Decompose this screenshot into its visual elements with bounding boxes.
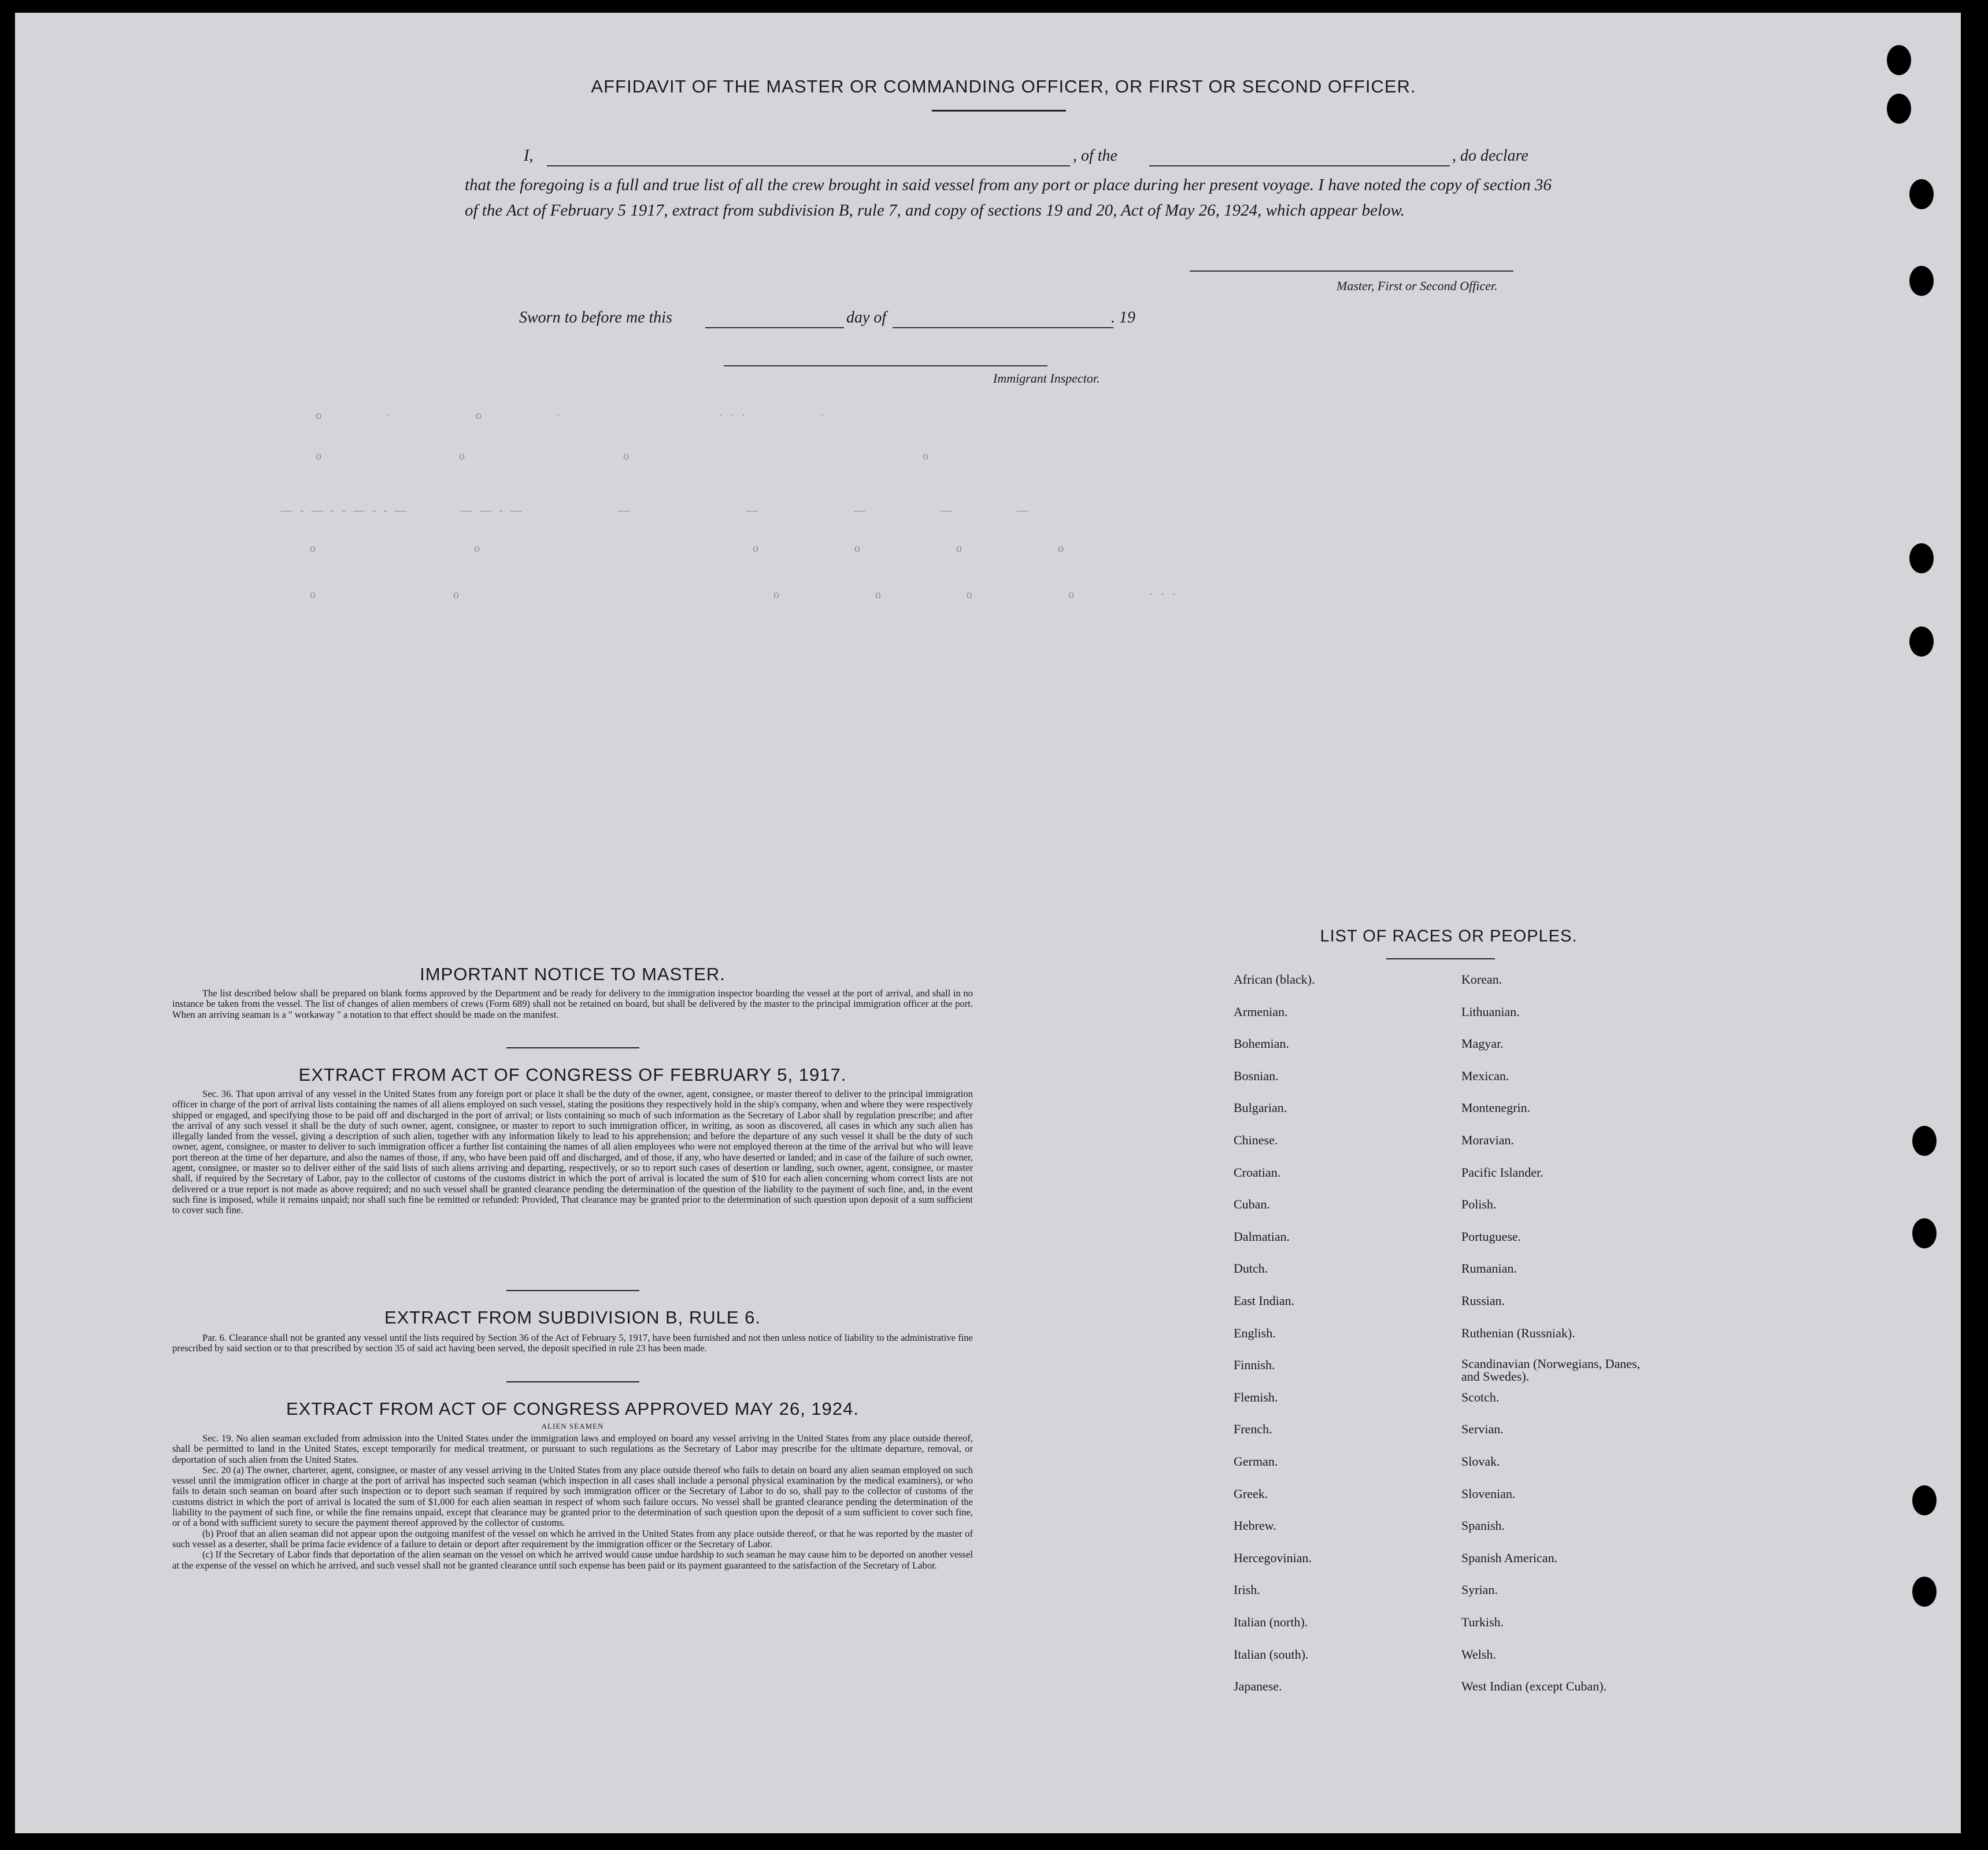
sworn-month-blank[interactable] (893, 327, 1113, 328)
section-rule (506, 1381, 639, 1382)
race-item: Bosnian. (1234, 1068, 1279, 1083)
race-item: Scandinavian (Norwegians, Danes, and Swedes). (1461, 1356, 1641, 1384)
notice-title: IMPORTANT NOTICE TO MASTER. (420, 964, 725, 984)
race-item: Flemish. (1234, 1389, 1278, 1404)
race-item: Russian. (1461, 1293, 1505, 1308)
master-signature-blank[interactable] (1190, 270, 1513, 272)
inspector-caption: Immigrant Inspector. (993, 371, 1100, 385)
binder-hole (1887, 94, 1911, 124)
master-signature-caption: Master, First or Second Officer. (1337, 279, 1498, 293)
race-item: Dutch. (1234, 1261, 1268, 1276)
race-item: Slovenian. (1461, 1486, 1516, 1501)
bleed-through-row: — - — - - — - - — — — - — — — — — — (281, 504, 1031, 517)
binder-hole (1909, 179, 1934, 209)
binder-hole (1909, 626, 1934, 657)
extract-1924-paragraph: (b) Proof that an alien seaman did not appear upon the outgoing manifest of the vessel on which he arrived in the United States from any place outside thereof, or that he was reported by the master of such vessel as a deserter, shall be prima facie evidence of a failure to detain or deport after requirement by the immigration officer or the Secretary of Labor. (172, 1528, 973, 1549)
extract-1917-title: EXTRACT FROM ACT OF CONGRESS OF FEBRUARY 5, 1917. (298, 1065, 847, 1085)
extract-rule6-text (172, 1333, 973, 1354)
bleed-through-row: o · o · · · · · (316, 409, 827, 422)
sworn-day-blank[interactable] (705, 327, 844, 328)
notice-paragraph: The list described below shall be prepared on blank forms approved by the Department and be ready for delivery to the immigration inspector boarding the vessel at the port of arrival, and shall in no instance be taken from the vessel. The list of changes of alien members of crews (Form 689) shall not be retained on board, but shall be delivered by the master to the principal immigration officer at the port. When an arriving seaman is a " workaway " a notation to that effect should be made on the manifest. (172, 988, 973, 1020)
race-item: Italian (south). (1234, 1647, 1309, 1662)
race-item: African (black). (1234, 972, 1315, 987)
race-item: Greek. (1234, 1486, 1268, 1501)
race-item: Polish. (1461, 1197, 1497, 1212)
race-item: Dalmatian. (1234, 1229, 1290, 1244)
races-title: LIST OF RACES OR PEOPLES. (1320, 927, 1578, 946)
race-item: Irish. (1234, 1582, 1260, 1597)
race-item: Turkish. (1461, 1615, 1504, 1629)
declaration-text: that the foregoing is a full and true list of all the crew brought in said vessel from any port or place during her present voyage. I have noted the copy of section 36 of the Act of February 5 1917, extract from subdivision B, rule 7, and copy of sections 19 and 20, Act of May 26, 1924, which appear below. (465, 176, 1552, 220)
race-item: Cuban. (1234, 1197, 1270, 1212)
extract-1924-paragraph: Sec. 19. No alien seaman excluded from admission into the United States under the immigration laws and employed on board any vessel arriving in the United States from any place outside thereof, shall be permitted to land in the United States, except temporarily for medical treatment, or pursuant to such regulations as the Secretary of Labor may prescribe for the ultimate departure, removal, or deportation of such alien from the United States. (172, 1433, 973, 1465)
extract-1924-title: EXTRACT FROM ACT OF CONGRESS APPROVED MAY 26, 1924. (286, 1399, 860, 1419)
sworn-day-of-label: day of (846, 309, 887, 327)
race-item: East Indian. (1234, 1293, 1295, 1308)
race-item: Lithuanian. (1461, 1004, 1520, 1019)
races-title-rule (1386, 958, 1495, 959)
race-item: Montenegrin. (1461, 1100, 1531, 1115)
race-item: Hercegovinian. (1234, 1550, 1312, 1565)
race-item: Armenian. (1234, 1004, 1288, 1019)
extract-rule6-title: EXTRACT FROM SUBDIVISION B, RULE 6. (384, 1307, 761, 1328)
extract-1924-paragraph: Sec. 20 (a) The owner, charterer, agent, consignee, or master of any vessel arriving in the United States from any place outside thereof who fails to detain on board any alien seaman employed on such vessel until the immigration officer in charge at the port of arrival has inspected such seaman (which inspection in all cases shall include a personal physical examination by the medical examiners), or who fails to detain such seaman on board after such inspection or to deport such seaman if required by such immigration officer or the Secretary of Labor to do so, shall pay to the collector of customs of the customs district in which the port of arrival is located the sum of $1,000 for each alien seaman in respect of whom such failure occurs. No vessel shall be granted clearance pending the determination of the liability to the payment of such fine, or while the fine remains unpaid, except that clearance may be granted prior to the determination of such question upon the deposit of a sum sufficient to cover such fine, or of a bond with sufficient surety to secure the payment thereof approved by the collector of customs. (172, 1464, 973, 1529)
extract-1924-subtitle: ALIEN SEAMEN (541, 1422, 604, 1430)
race-item: Portuguese. (1461, 1229, 1521, 1244)
vessel-name-blank[interactable] (1149, 165, 1450, 166)
extract-rule6-paragraph: Par. 6. Clearance shall not be granted any vessel until the lists required by Section 36 of the Act of February 5, 1917, have been furnished and not then unless notice of liability to the administrative fine prescribed by said section or to that prescribed by section 35 of said act having been served, the deposit specified in rule 23 has been made. (172, 1332, 973, 1354)
race-item: Spanish American. (1461, 1550, 1558, 1565)
section-rule (506, 1290, 639, 1291)
binder-hole (1912, 1577, 1937, 1607)
race-item: Italian (north). (1234, 1615, 1308, 1629)
race-item: Hebrew. (1234, 1518, 1276, 1533)
race-item: Welsh. (1461, 1647, 1496, 1662)
inspector-signature-blank[interactable] (724, 365, 1047, 366)
extract-1917-paragraph: Sec. 36. That upon arrival of any vessel in the United States from any foreign port or place it shall be the duty of the owner, agent, consignee, or master thereof to deliver to the principal immigration officer in charge of the port of arrival lists containing the names of all aliens employed on such vessel, stating the positions they respectively hold in the ship's company, when and where they were respectively shipped or engaged, and specifying those to be paid off and discharged in the port of arrival; or lists containing so much of such information as the Secretary of Labor shall by regulation prescribe; and after the arrival of any such vessel it shall be the duty of such owner, agent, consignee, or master to report to such immigration officer, in writing, as soon as discovered, all cases in which any such alien has illegally landed from the vessel, giving a description of such alien, together with any information likely to lead to his apprehension; and before the departure of any such vessel it shall be the duty of such owner, agent, consignee, or master to deliver to such immigration officer a further list containing the names of all alien employees who were not employed thereon at the time of the arrival but who will leave port thereon at the time of her departure, and also the names of those, if any, who have been paid off and discharged, and of those, if any, who have deserted or landed; and in case of the failure of such owner, agent, consignee, or master so to deliver either of the said lists of such aliens arriving and departing, respectively, or so to report such cases of desertion or landing, such owner, agent, consignee, or master shall, if required by the Secretary of Labor, pay to the collector of customs of the customs district in which the port of arrival is located the sum of $10 for each alien concerning whom correct lists are not delivered or a true report is not made as above required; and no such vessel shall be granted clearance pending the determination of the question of the liability to the payment of such fine, and, in the event such fine is imposed, while it remains unpaid; nor shall such fine be remitted or refunded: Provided, That clearance may be granted prior to the determination of such question upon deposit of a sum sufficient to cover such fine. (172, 1088, 973, 1216)
binder-hole (1887, 45, 1911, 75)
extract-1924-text (172, 1433, 973, 1571)
race-item: Chinese. (1234, 1133, 1278, 1147)
binder-hole (1909, 543, 1934, 573)
race-item: Bulgarian. (1234, 1100, 1287, 1115)
bleed-through-row: o o o o o o · · · (310, 588, 1178, 601)
race-item: West Indian (except Cuban). (1461, 1679, 1607, 1694)
section-rule (506, 1047, 639, 1048)
declarant-name-blank[interactable] (547, 165, 1070, 166)
race-item: Syrian. (1461, 1582, 1498, 1597)
race-item: Bohemian. (1234, 1036, 1289, 1051)
of-the-label: , of the (1073, 147, 1117, 165)
race-item: Korean. (1461, 972, 1502, 987)
bleed-through-row: o o o o (316, 450, 931, 462)
notice-text (172, 988, 973, 1020)
race-item: Magyar. (1461, 1036, 1504, 1051)
binder-hole (1912, 1485, 1937, 1515)
extract-1917-text (172, 1089, 973, 1216)
affidavit-title: AFFIDAVIT OF THE MASTER OR COMMANDING OFFICER, OR FIRST OR SECOND OFFICER. (591, 76, 1416, 97)
race-item: Pacific Islander. (1461, 1165, 1543, 1180)
bleed-through-row: o o o o o o (310, 542, 1066, 555)
race-item: Servian. (1461, 1422, 1504, 1437)
document-page (15, 13, 1961, 1833)
race-item: Mexican. (1461, 1068, 1509, 1083)
declarant-prefix: I, (524, 147, 534, 165)
sworn-year-label: . 19 (1111, 309, 1135, 327)
race-item: French. (1234, 1422, 1272, 1437)
binder-hole (1909, 266, 1934, 296)
do-declare-label: , do declare (1452, 147, 1528, 165)
race-item: Ruthenian (Russniak). (1461, 1325, 1575, 1340)
race-item: Spanish. (1461, 1518, 1505, 1533)
race-item: Slovak. (1461, 1454, 1500, 1469)
race-item: Croatian. (1234, 1165, 1281, 1180)
race-item: German. (1234, 1454, 1278, 1469)
race-item: Rumanian. (1461, 1261, 1517, 1276)
binder-hole (1912, 1218, 1937, 1248)
extract-1924-paragraph: (c) If the Secretary of Labor finds that deportation of the alien seaman on the vessel on which he arrived would cause undue hardship to such seaman he may cause him to be deported on another vessel at the expense of the vessel on which he arrived, and such vessel shall not be granted clearance until such expense has been paid or its payment guaranteed to the satisfaction of the Secretary of Labor. (172, 1549, 973, 1571)
race-item: Finnish. (1234, 1358, 1275, 1373)
sworn-prefix: Sworn to before me this (519, 309, 672, 327)
binder-hole (1912, 1126, 1937, 1156)
race-item: Japanese. (1234, 1679, 1282, 1694)
title-rule (932, 110, 1066, 112)
race-item: Scotch. (1461, 1389, 1500, 1404)
race-item: English. (1234, 1325, 1276, 1340)
race-item: Moravian. (1461, 1133, 1515, 1147)
